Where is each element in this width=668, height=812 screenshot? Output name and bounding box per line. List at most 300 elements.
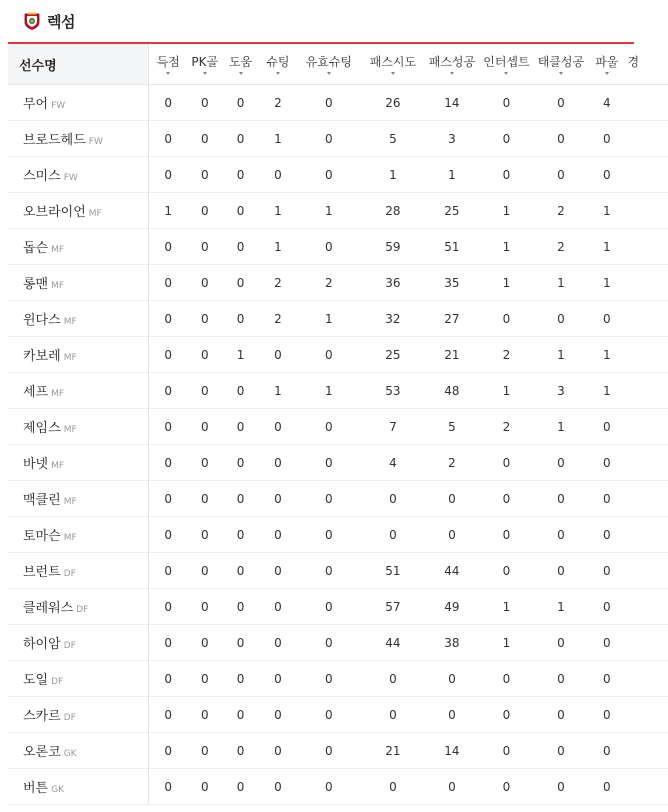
sort-caret-icon <box>450 72 454 75</box>
stat-cell: 0 <box>188 337 222 373</box>
stat-cell: 0 <box>297 481 362 517</box>
stat-cell: 44 <box>361 625 425 661</box>
stat-cell: 0 <box>588 301 625 337</box>
stat-cell: 0 <box>148 445 187 481</box>
player-name[interactable]: 토마슨 <box>23 529 61 544</box>
player-position: MF <box>63 533 77 543</box>
stat-cell: 0 <box>222 265 259 301</box>
stat-cell: 0 <box>534 697 588 733</box>
stat-cell: 0 <box>297 121 362 157</box>
table-row <box>8 301 668 337</box>
player-position: FW <box>88 137 103 147</box>
stat-cell <box>625 337 668 373</box>
stat-cell: 1 <box>479 193 533 229</box>
stat-cell: 1 <box>297 193 362 229</box>
stat-cell: 0 <box>479 769 533 805</box>
stat-cell: 0 <box>148 517 187 553</box>
team-header <box>8 0 634 44</box>
table-header-row <box>8 44 668 85</box>
stat-cell: 28 <box>361 193 425 229</box>
player-name[interactable]: 바넷 <box>23 457 49 472</box>
stat-cell: 1 <box>425 157 479 193</box>
player-name-cell <box>8 409 148 445</box>
stat-cell: 0 <box>479 301 533 337</box>
stat-cell: 0 <box>222 589 259 625</box>
stat-cell: 0 <box>297 661 362 697</box>
stat-cell: 0 <box>222 625 259 661</box>
stat-cell: 1 <box>297 301 362 337</box>
column-header-label: PK골 <box>191 54 219 69</box>
player-name-cell <box>8 769 148 805</box>
stat-cell: 0 <box>259 589 296 625</box>
stat-cell: 0 <box>588 625 625 661</box>
team-name: 렉섬 <box>47 12 75 31</box>
stat-cell: 0 <box>588 121 625 157</box>
sort-caret-icon <box>327 72 331 75</box>
table-row <box>8 265 668 301</box>
player-name-cell <box>8 553 148 589</box>
stat-cell: 0 <box>148 157 187 193</box>
stat-cell: 0 <box>148 301 187 337</box>
stat-cell <box>625 301 668 337</box>
stat-cell: 0 <box>297 229 362 265</box>
column-header-label: 태클성공 <box>537 54 585 69</box>
stat-cell: 2 <box>259 301 296 337</box>
table-row <box>8 661 668 697</box>
stat-cell: 0 <box>148 85 187 121</box>
column-header-label: 득점 <box>156 54 180 69</box>
player-name[interactable]: 버튼 <box>23 781 49 796</box>
stat-cell: 0 <box>479 697 533 733</box>
stat-cell: 48 <box>425 373 479 409</box>
stat-cell: 0 <box>297 337 362 373</box>
player-position: FW <box>51 101 66 111</box>
stat-cell: 0 <box>222 373 259 409</box>
stat-cell: 0 <box>259 481 296 517</box>
stat-cell: 0 <box>479 445 533 481</box>
column-header[interactable] <box>625 44 668 85</box>
stat-cell: 1 <box>259 121 296 157</box>
player-name-cell <box>8 157 148 193</box>
column-header[interactable] <box>297 44 362 85</box>
stat-cell: 0 <box>188 733 222 769</box>
stat-cell: 0 <box>534 769 588 805</box>
player-name[interactable]: 스미스 <box>23 169 61 184</box>
column-header[interactable] <box>222 44 259 85</box>
stat-cell: 0 <box>479 85 533 121</box>
stat-cell: 0 <box>297 589 362 625</box>
stat-cell: 0 <box>222 769 259 805</box>
player-name[interactable]: 무어 <box>23 97 49 112</box>
column-header-label: 슈팅 <box>266 54 290 69</box>
stat-cell <box>625 553 668 589</box>
stat-cell: 0 <box>148 589 187 625</box>
player-name[interactable]: 스카르 <box>23 709 61 724</box>
player-name[interactable]: 맥클린 <box>23 493 61 508</box>
player-name-cell <box>8 193 148 229</box>
stat-cell <box>625 373 668 409</box>
stat-cell: 0 <box>479 661 533 697</box>
stat-cell <box>625 661 668 697</box>
table-row <box>8 697 668 733</box>
stat-cell <box>625 409 668 445</box>
stat-cell <box>625 733 668 769</box>
player-position: MF <box>88 209 102 219</box>
column-header[interactable] <box>588 44 625 85</box>
stat-cell: 0 <box>259 625 296 661</box>
stat-cell: 1 <box>588 265 625 301</box>
stat-cell: 2 <box>534 229 588 265</box>
stat-cell: 1 <box>588 229 625 265</box>
player-name[interactable]: 오브라이언 <box>23 205 86 220</box>
player-name[interactable]: 돕슨 <box>23 241 49 256</box>
table-row <box>8 481 668 517</box>
table-row <box>8 409 668 445</box>
player-name[interactable]: 브로드헤드 <box>23 133 86 148</box>
column-header-label: 패스성공 <box>428 54 476 69</box>
stat-cell: 0 <box>479 733 533 769</box>
stat-cell: 2 <box>534 193 588 229</box>
stat-cell: 0 <box>188 193 222 229</box>
stat-cell: 0 <box>297 553 362 589</box>
stat-cell: 0 <box>259 157 296 193</box>
stat-cell: 0 <box>361 661 425 697</box>
stat-cell: 3 <box>534 373 588 409</box>
stat-cell: 0 <box>222 193 259 229</box>
stat-cell: 0 <box>222 157 259 193</box>
stat-cell: 0 <box>361 769 425 805</box>
stat-cell: 1 <box>534 337 588 373</box>
stat-cell <box>625 625 668 661</box>
stat-cell: 0 <box>188 301 222 337</box>
stat-cell: 2 <box>479 409 533 445</box>
stat-cell: 51 <box>425 229 479 265</box>
column-header[interactable] <box>479 44 533 85</box>
stat-cell: 1 <box>534 589 588 625</box>
stat-cell: 0 <box>297 85 362 121</box>
stat-cell: 0 <box>188 85 222 121</box>
stat-cell: 32 <box>361 301 425 337</box>
table-row <box>8 733 668 769</box>
column-header[interactable] <box>425 44 479 85</box>
player-name-cell <box>8 121 148 157</box>
stat-cell: 0 <box>588 697 625 733</box>
stat-cell: 0 <box>188 409 222 445</box>
player-name-cell <box>8 625 148 661</box>
stat-cell: 0 <box>425 517 479 553</box>
stat-cell: 0 <box>479 481 533 517</box>
stat-cell: 0 <box>222 481 259 517</box>
column-header-label: 파울 <box>595 54 619 69</box>
table-row <box>8 337 668 373</box>
stat-cell: 0 <box>588 553 625 589</box>
stat-cell: 0 <box>588 481 625 517</box>
player-position: DF <box>76 605 89 615</box>
stat-cell <box>625 445 668 481</box>
stat-cell: 0 <box>297 697 362 733</box>
stat-cell: 0 <box>297 517 362 553</box>
player-name[interactable]: 도일 <box>23 673 49 688</box>
player-name-cell <box>8 589 148 625</box>
table-row <box>8 445 668 481</box>
stat-cell <box>625 589 668 625</box>
player-position: DF <box>63 713 76 723</box>
stat-cell: 1 <box>479 229 533 265</box>
stat-cell: 0 <box>259 553 296 589</box>
column-header[interactable] <box>361 44 425 85</box>
stat-cell: 0 <box>188 445 222 481</box>
stat-cell: 25 <box>425 193 479 229</box>
stat-cell: 0 <box>222 553 259 589</box>
player-position: MF <box>51 461 65 471</box>
stat-cell <box>625 121 668 157</box>
stat-cell: 0 <box>148 121 187 157</box>
column-header-label: 경 <box>627 54 640 69</box>
stat-cell: 0 <box>222 661 259 697</box>
player-name-cell <box>8 85 148 121</box>
player-stats-table-container[interactable] <box>8 44 640 805</box>
stat-cell: 59 <box>361 229 425 265</box>
stat-cell: 0 <box>148 337 187 373</box>
stat-cell: 1 <box>259 229 296 265</box>
stat-cell: 1 <box>534 265 588 301</box>
stat-cell: 0 <box>222 733 259 769</box>
table-row <box>8 769 668 805</box>
player-position: GK <box>63 749 77 759</box>
stat-cell: 0 <box>148 733 187 769</box>
stat-cell <box>625 517 668 553</box>
table-row <box>8 625 668 661</box>
stat-cell: 0 <box>297 769 362 805</box>
stat-cell: 0 <box>361 481 425 517</box>
stat-cell: 0 <box>222 301 259 337</box>
stat-cell: 27 <box>425 301 479 337</box>
stat-cell: 1 <box>588 337 625 373</box>
stat-cell <box>625 481 668 517</box>
player-position: MF <box>63 425 77 435</box>
stat-cell: 0 <box>425 769 479 805</box>
stat-cell: 0 <box>479 553 533 589</box>
sort-caret-icon <box>559 72 563 75</box>
stat-cell: 1 <box>259 373 296 409</box>
stat-cell: 0 <box>534 481 588 517</box>
stat-cell: 0 <box>188 661 222 697</box>
column-header-label: 인터셉트 <box>483 54 530 69</box>
stat-cell: 0 <box>534 121 588 157</box>
stat-cell: 0 <box>588 445 625 481</box>
stat-cell: 0 <box>259 733 296 769</box>
player-position: MF <box>51 281 65 291</box>
stat-cell: 7 <box>361 409 425 445</box>
stat-cell: 0 <box>222 409 259 445</box>
stat-cell: 0 <box>222 517 259 553</box>
stat-cell: 0 <box>534 517 588 553</box>
stat-cell: 0 <box>188 517 222 553</box>
stat-cell: 14 <box>425 85 479 121</box>
stat-cell: 1 <box>479 589 533 625</box>
stat-cell: 0 <box>534 661 588 697</box>
stat-cell: 0 <box>188 265 222 301</box>
stat-cell: 26 <box>361 85 425 121</box>
stat-cell: 0 <box>534 733 588 769</box>
table-row <box>8 193 668 229</box>
player-position: DF <box>63 641 76 651</box>
stat-cell: 0 <box>588 661 625 697</box>
stat-cell: 0 <box>588 769 625 805</box>
stat-cell: 2 <box>259 265 296 301</box>
stat-cell: 51 <box>361 553 425 589</box>
stat-cell: 0 <box>148 373 187 409</box>
player-name[interactable]: 롱맨 <box>23 277 49 292</box>
column-header[interactable] <box>259 44 296 85</box>
player-name[interactable]: 세프 <box>23 385 49 400</box>
stat-cell: 0 <box>588 157 625 193</box>
player-name[interactable]: 하이암 <box>23 637 61 652</box>
stat-cell: 0 <box>259 661 296 697</box>
stat-cell: 44 <box>425 553 479 589</box>
stat-cell: 35 <box>425 265 479 301</box>
table-row <box>8 553 668 589</box>
table-row <box>8 85 668 121</box>
stat-cell: 0 <box>297 409 362 445</box>
stat-cell: 0 <box>188 121 222 157</box>
stat-cell: 0 <box>148 697 187 733</box>
stat-cell: 0 <box>188 553 222 589</box>
stat-cell <box>625 769 668 805</box>
player-name[interactable]: 클레워스 <box>23 601 74 616</box>
player-position: DF <box>51 677 64 687</box>
stat-cell: 0 <box>222 445 259 481</box>
column-header-label: 도움 <box>228 54 253 69</box>
stat-cell: 0 <box>479 121 533 157</box>
stat-cell: 1 <box>259 193 296 229</box>
stat-cell: 0 <box>588 589 625 625</box>
stat-cell: 36 <box>361 265 425 301</box>
player-position: MF <box>51 245 65 255</box>
stat-cell: 0 <box>148 661 187 697</box>
stat-cell: 2 <box>479 337 533 373</box>
stat-cell: 0 <box>588 409 625 445</box>
stat-cell: 1 <box>148 193 187 229</box>
stat-cell: 53 <box>361 373 425 409</box>
stat-cell: 49 <box>425 589 479 625</box>
player-name[interactable]: 카보레 <box>23 349 61 364</box>
column-header[interactable] <box>534 44 588 85</box>
stat-cell: 0 <box>259 517 296 553</box>
stat-cell: 0 <box>188 481 222 517</box>
stat-cell: 0 <box>297 157 362 193</box>
stat-cell: 1 <box>479 265 533 301</box>
player-name-cell <box>8 661 148 697</box>
player-name-cell <box>8 481 148 517</box>
player-stats-table <box>8 44 668 805</box>
player-name-cell <box>8 337 148 373</box>
stat-cell: 5 <box>425 409 479 445</box>
stat-cell: 0 <box>148 769 187 805</box>
stat-cell: 0 <box>259 769 296 805</box>
stat-cell: 0 <box>425 481 479 517</box>
player-name[interactable]: 윈다스 <box>23 313 61 328</box>
stat-cell: 21 <box>425 337 479 373</box>
stat-cell: 1 <box>222 337 259 373</box>
stat-cell: 0 <box>188 625 222 661</box>
sort-caret-icon <box>605 72 609 75</box>
player-position: MF <box>51 389 65 399</box>
column-header[interactable] <box>148 44 187 85</box>
stat-cell: 2 <box>259 85 296 121</box>
stat-cell: 0 <box>148 229 187 265</box>
stat-cell: 0 <box>259 337 296 373</box>
stat-cell: 0 <box>222 697 259 733</box>
column-header-label: 패스시도 <box>369 54 417 69</box>
column-header-label: 유효슈팅 <box>305 54 353 69</box>
player-name-cell <box>8 733 148 769</box>
player-name-cell <box>8 697 148 733</box>
stat-cell: 0 <box>534 625 588 661</box>
stat-cell: 0 <box>188 589 222 625</box>
stat-cell: 3 <box>425 121 479 157</box>
stat-cell: 0 <box>534 553 588 589</box>
wrexham-crest-icon <box>24 12 40 30</box>
stat-cell: 0 <box>259 697 296 733</box>
stat-cell <box>625 265 668 301</box>
stat-cell: 0 <box>148 553 187 589</box>
stat-cell: 25 <box>361 337 425 373</box>
stat-cell: 4 <box>361 445 425 481</box>
stat-cell: 0 <box>479 517 533 553</box>
stat-cell: 0 <box>534 301 588 337</box>
column-header[interactable] <box>188 44 222 85</box>
stat-cell: 0 <box>148 265 187 301</box>
stat-cell: 4 <box>588 85 625 121</box>
player-position: MF <box>63 317 77 327</box>
player-name[interactable]: 오론코 <box>23 745 61 760</box>
sort-caret-icon <box>166 72 170 75</box>
stat-cell: 1 <box>361 157 425 193</box>
stat-cell: 0 <box>259 445 296 481</box>
stat-cell: 1 <box>479 373 533 409</box>
stat-cell: 0 <box>297 625 362 661</box>
stat-cell: 0 <box>297 445 362 481</box>
player-name[interactable]: 제임스 <box>23 421 61 436</box>
stat-cell: 0 <box>188 157 222 193</box>
stat-cell: 5 <box>361 121 425 157</box>
player-name-cell <box>8 229 148 265</box>
player-name-cell <box>8 445 148 481</box>
sort-caret-icon <box>203 72 207 75</box>
stat-cell: 0 <box>188 697 222 733</box>
stat-cell <box>625 697 668 733</box>
player-name-cell <box>8 373 148 409</box>
table-row <box>8 373 668 409</box>
table-row <box>8 517 668 553</box>
stat-cell: 0 <box>148 409 187 445</box>
stat-cell: 1 <box>588 373 625 409</box>
stat-cell: 0 <box>148 625 187 661</box>
stat-cell: 0 <box>534 85 588 121</box>
player-name[interactable]: 브런트 <box>23 565 61 580</box>
stat-cell: 1 <box>588 193 625 229</box>
stat-cell <box>625 157 668 193</box>
stat-cell: 0 <box>588 733 625 769</box>
stat-cell: 0 <box>188 373 222 409</box>
stat-cell: 0 <box>188 769 222 805</box>
stat-cell: 0 <box>259 409 296 445</box>
table-row <box>8 121 668 157</box>
stat-cell: 0 <box>534 445 588 481</box>
sort-caret-icon <box>504 72 508 75</box>
stat-cell: 0 <box>361 517 425 553</box>
